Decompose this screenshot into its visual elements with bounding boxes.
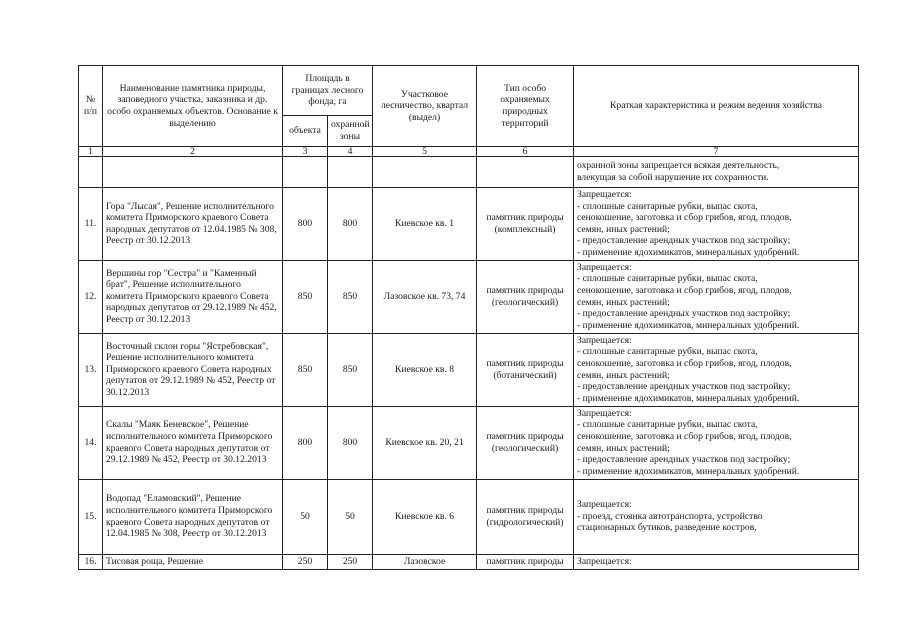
row-type: памятник природы (ботанический) xyxy=(477,333,574,406)
char-line: - предоставление арендных участков под застройку; xyxy=(577,454,791,466)
row-type: памятник природы (геологический) xyxy=(477,260,574,333)
row-characteristic xyxy=(574,406,859,479)
row-forestry: Киевское кв. 20, 21 xyxy=(373,406,477,479)
column-number: 7 xyxy=(574,147,859,157)
char-line: семян, иных растений; xyxy=(577,223,670,235)
header-name: Наименование памятника природы, заповедного участка, заказника и др. особо охраняемых объектов. Основание к выделению xyxy=(103,66,283,147)
row-characteristic xyxy=(574,479,859,554)
row-characteristic xyxy=(574,333,859,406)
column-number: 3 xyxy=(283,147,328,157)
column-number: 6 xyxy=(477,147,574,157)
char-line: Запрещается: xyxy=(577,499,632,511)
row-name: Тисовая роща, Решение xyxy=(103,554,283,569)
char-line: Запрещается: xyxy=(577,334,632,346)
char-line: сенокошение, заготовка и сбор грибов, ягод, плодов, xyxy=(577,212,792,224)
header-area: Площадь в границах лесного фонда, га xyxy=(283,66,373,116)
row-area-zone: 50 xyxy=(328,479,373,554)
row-forestry: Лазовское xyxy=(373,554,477,569)
char-line: - сплошные санитарные рубки, выпас скота, xyxy=(577,273,758,285)
row-area-zone: 850 xyxy=(328,260,373,333)
row-num: 15. xyxy=(79,479,103,554)
row-area-zone: 800 xyxy=(328,188,373,261)
char-line: - применение ядохимикатов, минеральных удобрений. xyxy=(577,465,800,477)
char-line: - предоставление арендных участков под застройку; xyxy=(577,381,791,393)
row-name: Восточный склон горы "Ястребовская", Решение исполнительного комитета Приморского краевого Совета народных депутатов от 29.12.1989 № 452, Реестр от 30.12.2013 xyxy=(103,333,283,406)
char-line: Запрещается: xyxy=(577,555,632,567)
char-line: сенокошение, заготовка и сбор грибов, ягод, плодов, xyxy=(577,357,792,369)
table-row xyxy=(79,260,859,333)
char-line: сенокошение, заготовка и сбор грибов, ягод, плодов, xyxy=(577,430,792,442)
row-area-zone: 850 xyxy=(328,333,373,406)
char-line: Запрещается: xyxy=(577,189,632,200)
char-line: сенокошение, заготовка и сбор грибов, ягод, плодов, xyxy=(577,284,792,296)
char-line: - проезд, стоянка автотранспорта, устройство xyxy=(577,510,763,522)
char-line: - сплошные санитарные рубки, выпас скота, xyxy=(577,419,758,431)
row-forestry: Киевское кв. 8 xyxy=(373,333,477,406)
char-line: семян, иных растений; xyxy=(577,442,670,454)
char-line: - применение ядохимикатов, минеральных удобрений. xyxy=(577,319,800,331)
row-num: 13. xyxy=(79,333,103,406)
row-characteristic xyxy=(574,260,859,333)
table-row xyxy=(79,333,859,406)
char-line: влекущая за собой нарушение их сохранности. xyxy=(577,172,769,183)
row-name: Вершины гор "Сестра" и "Каменный брат", Решение исполнительного комитета Приморского краевого Совета народных депутатов от 29.12.1989 № 452, Реестр от 30.12.2013 xyxy=(103,260,283,333)
row-type: памятник природы (геологический) xyxy=(477,406,574,479)
header-characteristic: Краткая характеристика и режим ведения хозяйства xyxy=(574,66,859,147)
row-area-object: 850 xyxy=(283,260,328,333)
row-forestry: Лазовское кв. 73, 74 xyxy=(373,260,477,333)
row-type: памятник природы (гидрологический) xyxy=(477,479,574,554)
char-line: семян, иных растений; xyxy=(577,369,670,381)
continuation-row xyxy=(79,157,859,188)
char-line: стационарных бутиков, разведение костров, xyxy=(577,522,757,534)
char-line: - применение ядохимикатов, минеральных удобрений. xyxy=(577,392,800,404)
char-line: семян, иных растений; xyxy=(577,296,670,308)
row-name: Водопад "Еламовский", Решение исполнительного комитета Приморского краевого Совета народных депутатов от 12.04.1985 № 308, Реестр от 30.12.2013 xyxy=(103,479,283,554)
row-characteristic xyxy=(574,188,859,261)
row-forestry: Киевское кв. 6 xyxy=(373,479,477,554)
char-line: Запрещается: xyxy=(577,261,632,273)
row-num: 16. xyxy=(79,554,103,569)
row-forestry: Киевское кв. 1 xyxy=(373,188,477,261)
char-line: - сплошные санитарные рубки, выпас скота, xyxy=(577,200,758,212)
column-number: 4 xyxy=(328,147,373,157)
column-number: 1 xyxy=(79,147,103,157)
row-characteristic xyxy=(574,554,859,569)
column-number: 5 xyxy=(373,147,477,157)
table-row xyxy=(79,479,859,554)
char-line: Запрещается: xyxy=(577,407,632,419)
char-line: - предоставление арендных участков под застройку; xyxy=(577,235,791,247)
table-row xyxy=(79,406,859,479)
row-area-object: 250 xyxy=(283,554,328,569)
row-area-object: 800 xyxy=(283,188,328,261)
row-name: Скалы "Маяк Беневское", Решение исполнительного комитета Приморского краевого Совета народных депутатов от 29.12.1989 № 452, Реестр от 30.12.2013 xyxy=(103,406,283,479)
header-type: Тип особо охраняемых природных территорий xyxy=(477,66,574,147)
row-area-zone: 800 xyxy=(328,406,373,479)
row-area-object: 50 xyxy=(283,479,328,554)
header-forestry: Участковое лесничество, квартал (выдел) xyxy=(373,66,477,147)
row-num: 14. xyxy=(79,406,103,479)
char-line: охранной зоны запрещается всякая деятельность, xyxy=(577,160,780,172)
header-area-zone: охранной зоны xyxy=(328,116,373,147)
char-line: - применение ядохимикатов, минеральных удобрений. xyxy=(577,246,800,258)
protected-areas-table xyxy=(78,65,859,570)
row-type: памятник природы xyxy=(477,554,574,569)
row-area-object: 850 xyxy=(283,333,328,406)
table-row xyxy=(79,554,859,569)
continuation-text xyxy=(574,157,859,188)
row-type: памятник природы (комплексный) xyxy=(477,188,574,261)
row-area-zone: 250 xyxy=(328,554,373,569)
row-num: 12. xyxy=(79,260,103,333)
header-area-object: объекта xyxy=(283,116,328,147)
row-num: 11. xyxy=(79,188,103,261)
column-number: 2 xyxy=(103,147,283,157)
row-area-object: 800 xyxy=(283,406,328,479)
row-name: Гора "Лысая", Решение исполнительного комитета Приморского краевого Совета народных депутатов от 12.04.1985 № 308, Реестр от 30.12.2013 xyxy=(103,188,283,261)
header-num: № п/п xyxy=(79,66,103,147)
char-line: - сплошные санитарные рубки, выпас скота, xyxy=(577,346,758,358)
table-row xyxy=(79,188,859,261)
char-line: - предоставление арендных участков под застройку; xyxy=(577,308,791,320)
